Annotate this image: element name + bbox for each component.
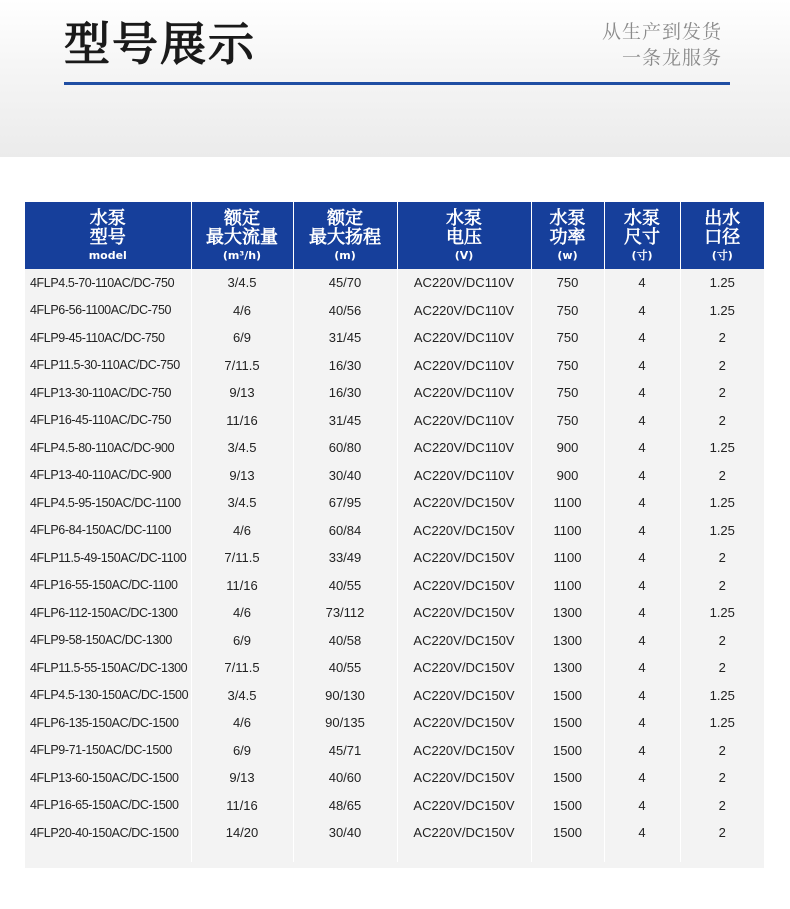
table-cell xyxy=(25,847,191,862)
table-cell: 16/30 xyxy=(293,352,397,380)
table-cell: AC220V/DC150V xyxy=(397,709,531,737)
table-row xyxy=(25,682,764,710)
table-cell: 40/55 xyxy=(293,572,397,600)
table-cell: 7/11.5 xyxy=(191,654,293,682)
table-cell: AC220V/DC110V xyxy=(397,269,531,297)
column-header xyxy=(25,202,191,269)
table-cell: AC220V/DC150V xyxy=(397,572,531,600)
table-cell: 3/4.5 xyxy=(191,434,293,462)
table-cell xyxy=(191,847,293,862)
slogan-line-2: 一条龙服务 xyxy=(621,47,722,69)
header-banner xyxy=(0,0,790,157)
table-cell: 45/71 xyxy=(293,737,397,765)
table-cell: 750 xyxy=(531,352,604,380)
table-cell: 4 xyxy=(604,654,680,682)
table-body xyxy=(25,269,764,862)
table-cell: 67/95 xyxy=(293,489,397,517)
table-cell: 31/45 xyxy=(293,407,397,435)
table-cell: AC220V/DC110V xyxy=(397,352,531,380)
table-cell: 4FLP16-65-150AC/DC-1500 xyxy=(25,792,191,820)
table-cell: 2 xyxy=(718,412,726,428)
table-cell: 4 xyxy=(604,599,680,627)
column-header xyxy=(191,202,293,269)
table-cell: 14/20 xyxy=(191,819,293,847)
table-cell: 4 xyxy=(604,324,680,352)
table-cell: 900 xyxy=(531,462,604,490)
model-table-container xyxy=(25,202,764,868)
table-cell: 1.25 xyxy=(709,440,735,456)
table-cell: AC220V/DC110V xyxy=(397,297,531,325)
table-row xyxy=(25,352,764,380)
column-header-l3: (m³/h) xyxy=(222,248,262,262)
table-cell: 30/40 xyxy=(293,462,397,490)
table-cell: 1.25 xyxy=(709,275,735,291)
table-cell: AC220V/DC150V xyxy=(397,764,531,792)
table-cell: 4FLP11.5-30-110AC/DC-750 xyxy=(25,352,191,380)
table-cell: 6/9 xyxy=(191,627,293,655)
column-header-l1: 水泵 xyxy=(89,207,126,229)
table-row xyxy=(25,709,764,737)
table-cell: 4 xyxy=(604,572,680,600)
column-header xyxy=(531,202,604,269)
table-cell: 4/6 xyxy=(191,709,293,737)
table-cell: 1100 xyxy=(531,489,604,517)
table-cell: 2 xyxy=(718,330,726,346)
table-cell: 750 xyxy=(531,324,604,352)
table-cell: 1.25 xyxy=(709,715,735,731)
table-cell: 40/60 xyxy=(293,764,397,792)
table-cell: 1.25 xyxy=(709,495,735,511)
table-cell: AC220V/DC150V xyxy=(397,792,531,820)
table-row xyxy=(25,269,764,297)
table-cell: 40/58 xyxy=(293,627,397,655)
table-cell: 4/6 xyxy=(191,517,293,545)
table-cell: 1100 xyxy=(531,572,604,600)
table-cell: 6/9 xyxy=(191,324,293,352)
column-header xyxy=(604,202,680,269)
table-cell: 1.25 xyxy=(709,687,735,703)
table-cell: 2 xyxy=(718,385,726,401)
table-cell: 4 xyxy=(604,819,680,847)
table-row xyxy=(25,572,764,600)
table-cell: AC220V/DC110V xyxy=(397,462,531,490)
table-cell: 4 xyxy=(604,709,680,737)
table-cell: 900 xyxy=(531,434,604,462)
table-cell: 1500 xyxy=(531,819,604,847)
table-cell: 1100 xyxy=(531,544,604,572)
table-cell: 2 xyxy=(718,825,726,841)
table-header-row xyxy=(25,202,764,269)
table-cell: 1500 xyxy=(531,737,604,765)
table-cell: 16/30 xyxy=(293,379,397,407)
table-cell: 45/70 xyxy=(293,269,397,297)
table-row xyxy=(25,517,764,545)
table-cell: 4 xyxy=(604,379,680,407)
table-cell: 4 xyxy=(604,517,680,545)
table-cell: 2 xyxy=(718,467,726,483)
table-cell: 2 xyxy=(718,797,726,813)
table-cell: 4/6 xyxy=(191,599,293,627)
table-cell: AC220V/DC110V xyxy=(397,434,531,462)
table-cell: 4FLP16-55-150AC/DC-1100 xyxy=(25,572,191,600)
table-cell: AC220V/DC150V xyxy=(397,544,531,572)
table-cell: 3/4.5 xyxy=(191,269,293,297)
table-row xyxy=(25,819,764,847)
table-cell: 40/56 xyxy=(293,297,397,325)
table-cell: 4FLP20-40-150AC/DC-1500 xyxy=(25,819,191,847)
column-header-l1: 水泵 xyxy=(446,207,482,229)
table-cell: 4 xyxy=(604,682,680,710)
table-row xyxy=(25,737,764,765)
table-cell: 4FLP6-112-150AC/DC-1300 xyxy=(25,599,191,627)
table-cell: 31/45 xyxy=(293,324,397,352)
table-cell: 2 xyxy=(718,550,726,566)
table-row xyxy=(25,764,764,792)
table-cell xyxy=(680,847,764,862)
table-cell: 4 xyxy=(604,764,680,792)
table-cell: 60/84 xyxy=(293,517,397,545)
table-cell: 2 xyxy=(718,660,726,676)
table-row xyxy=(25,297,764,325)
table-cell: 4 xyxy=(604,737,680,765)
page-title: 型号展示 xyxy=(64,17,256,71)
table-cell: 1100 xyxy=(531,517,604,545)
table-cell: 9/13 xyxy=(191,379,293,407)
column-header-l1: 出水 xyxy=(704,207,741,229)
table-row xyxy=(25,324,764,352)
table-cell: 48/65 xyxy=(293,792,397,820)
table-cell: AC220V/DC150V xyxy=(397,599,531,627)
table-cell: 4FLP11.5-55-150AC/DC-1300 xyxy=(25,654,191,682)
column-header xyxy=(680,202,764,269)
table-cell: AC220V/DC150V xyxy=(397,654,531,682)
table-cell: 60/80 xyxy=(293,434,397,462)
column-header xyxy=(397,202,531,269)
table-cell: 4 xyxy=(604,297,680,325)
table-cell: 4FLP11.5-49-150AC/DC-1100 xyxy=(25,544,191,572)
table-cell: 750 xyxy=(531,379,604,407)
table-cell: 4FLP4.5-80-110AC/DC-900 xyxy=(25,434,191,462)
column-header-l1: 额定 xyxy=(327,207,363,229)
table-cell: 9/13 xyxy=(191,764,293,792)
column-header-l2: 最大流量 xyxy=(206,226,278,248)
column-header-l3: (寸) xyxy=(631,248,653,262)
table-cell: 2 xyxy=(718,632,726,648)
table-cell: 1500 xyxy=(531,682,604,710)
table-cell: 11/16 xyxy=(191,407,293,435)
table-row xyxy=(25,654,764,682)
table-row xyxy=(25,407,764,435)
table-cell: 3/4.5 xyxy=(191,489,293,517)
table-cell: AC220V/DC110V xyxy=(397,324,531,352)
table-cell: 750 xyxy=(531,407,604,435)
table-cell: 1500 xyxy=(531,709,604,737)
table-cell: 4FLP13-30-110AC/DC-750 xyxy=(25,379,191,407)
table-cell: 4/6 xyxy=(191,297,293,325)
table-cell: 4FLP9-58-150AC/DC-1300 xyxy=(25,627,191,655)
table-cell: 4FLP4.5-95-150AC/DC-1100 xyxy=(25,489,191,517)
table-cell: AC220V/DC150V xyxy=(397,819,531,847)
table-row xyxy=(25,544,764,572)
column-header-l2: 型号 xyxy=(89,226,126,248)
table-cell: 2 xyxy=(718,357,726,373)
column-header-l2: 功率 xyxy=(549,226,586,248)
table-cell: 11/16 xyxy=(191,792,293,820)
table-cell: 1300 xyxy=(531,654,604,682)
table-bottom-spacer xyxy=(25,847,764,862)
table-cell: 4FLP9-45-110AC/DC-750 xyxy=(25,324,191,352)
table-cell: AC220V/DC150V xyxy=(397,517,531,545)
table-cell: 7/11.5 xyxy=(191,352,293,380)
table-cell: 1500 xyxy=(531,792,604,820)
column-header xyxy=(293,202,397,269)
column-header-l3: (m) xyxy=(334,248,356,262)
table-cell: 6/9 xyxy=(191,737,293,765)
table-cell: AC220V/DC150V xyxy=(397,489,531,517)
table-cell: 40/55 xyxy=(293,654,397,682)
table-cell: 4 xyxy=(604,352,680,380)
table-cell: 2 xyxy=(718,577,726,593)
column-header-l1: 水泵 xyxy=(624,207,660,229)
table-cell: 4FLP4.5-130-150AC/DC-1500 xyxy=(25,682,191,710)
model-table xyxy=(25,202,764,862)
table-cell: 4FLP6-84-150AC/DC-1100 xyxy=(25,517,191,545)
column-header-l3: (w) xyxy=(557,248,578,262)
table-cell: 4 xyxy=(604,627,680,655)
slogan-line-1: 从生产到发货 xyxy=(601,21,722,43)
table-cell xyxy=(531,847,604,862)
table-cell: 4 xyxy=(604,434,680,462)
table-cell: 4 xyxy=(604,407,680,435)
table-cell: 1.25 xyxy=(709,522,735,538)
table-cell: 1300 xyxy=(531,599,604,627)
column-header-l1: 水泵 xyxy=(549,207,586,229)
table-cell: 1300 xyxy=(531,627,604,655)
table-cell: 90/135 xyxy=(293,709,397,737)
table-row xyxy=(25,792,764,820)
table-cell: 90/130 xyxy=(293,682,397,710)
table-cell xyxy=(293,847,397,862)
table-row xyxy=(25,627,764,655)
table-cell: 4FLP9-71-150AC/DC-1500 xyxy=(25,737,191,765)
table-cell: 750 xyxy=(531,297,604,325)
table-cell: 4 xyxy=(604,269,680,297)
column-header-l2: 电压 xyxy=(446,226,482,248)
table-row xyxy=(25,434,764,462)
column-header-l3: (V) xyxy=(454,248,474,262)
table-cell: AC220V/DC150V xyxy=(397,682,531,710)
column-header-l2: 口径 xyxy=(704,226,741,248)
header-divider xyxy=(64,82,730,85)
table-cell xyxy=(604,847,680,862)
table-cell: 1.25 xyxy=(709,302,735,318)
table-cell: 4 xyxy=(604,792,680,820)
table-cell: 2 xyxy=(718,770,726,786)
table-cell: 4FLP13-40-110AC/DC-900 xyxy=(25,462,191,490)
table-cell: 4 xyxy=(604,489,680,517)
table-cell: AC220V/DC150V xyxy=(397,627,531,655)
table-cell: 7/11.5 xyxy=(191,544,293,572)
table-cell: 2 xyxy=(718,742,726,758)
table-cell: 33/49 xyxy=(293,544,397,572)
table-cell: 4FLP13-60-150AC/DC-1500 xyxy=(25,764,191,792)
table-cell: AC220V/DC110V xyxy=(397,407,531,435)
column-header-l1: 额定 xyxy=(224,207,260,229)
table-row xyxy=(25,462,764,490)
table-row xyxy=(25,599,764,627)
table-cell: 1.25 xyxy=(709,605,735,621)
table-cell: 30/40 xyxy=(293,819,397,847)
table-cell: AC220V/DC110V xyxy=(397,379,531,407)
table-row xyxy=(25,489,764,517)
table-cell: 3/4.5 xyxy=(191,682,293,710)
table-cell: AC220V/DC150V xyxy=(397,737,531,765)
table-cell: 4 xyxy=(604,544,680,572)
table-cell: 73/112 xyxy=(293,599,397,627)
table-cell: 11/16 xyxy=(191,572,293,600)
table-cell: 750 xyxy=(531,269,604,297)
column-header-l3: model xyxy=(88,248,127,262)
table-cell: 1500 xyxy=(531,764,604,792)
table-cell: 4FLP6-135-150AC/DC-1500 xyxy=(25,709,191,737)
table-cell: 4FLP16-45-110AC/DC-750 xyxy=(25,407,191,435)
table-cell: 4FLP4.5-70-110AC/DC-750 xyxy=(25,269,191,297)
table-row xyxy=(25,379,764,407)
table-cell: 9/13 xyxy=(191,462,293,490)
table-cell: 4 xyxy=(604,462,680,490)
table-cell: 4FLP6-56-1100AC/DC-750 xyxy=(25,297,191,325)
column-header-l2: 尺寸 xyxy=(624,226,660,248)
column-header-l3: (寸) xyxy=(711,248,733,262)
table-cell xyxy=(397,847,531,862)
column-header-l2: 最大扬程 xyxy=(309,226,381,248)
